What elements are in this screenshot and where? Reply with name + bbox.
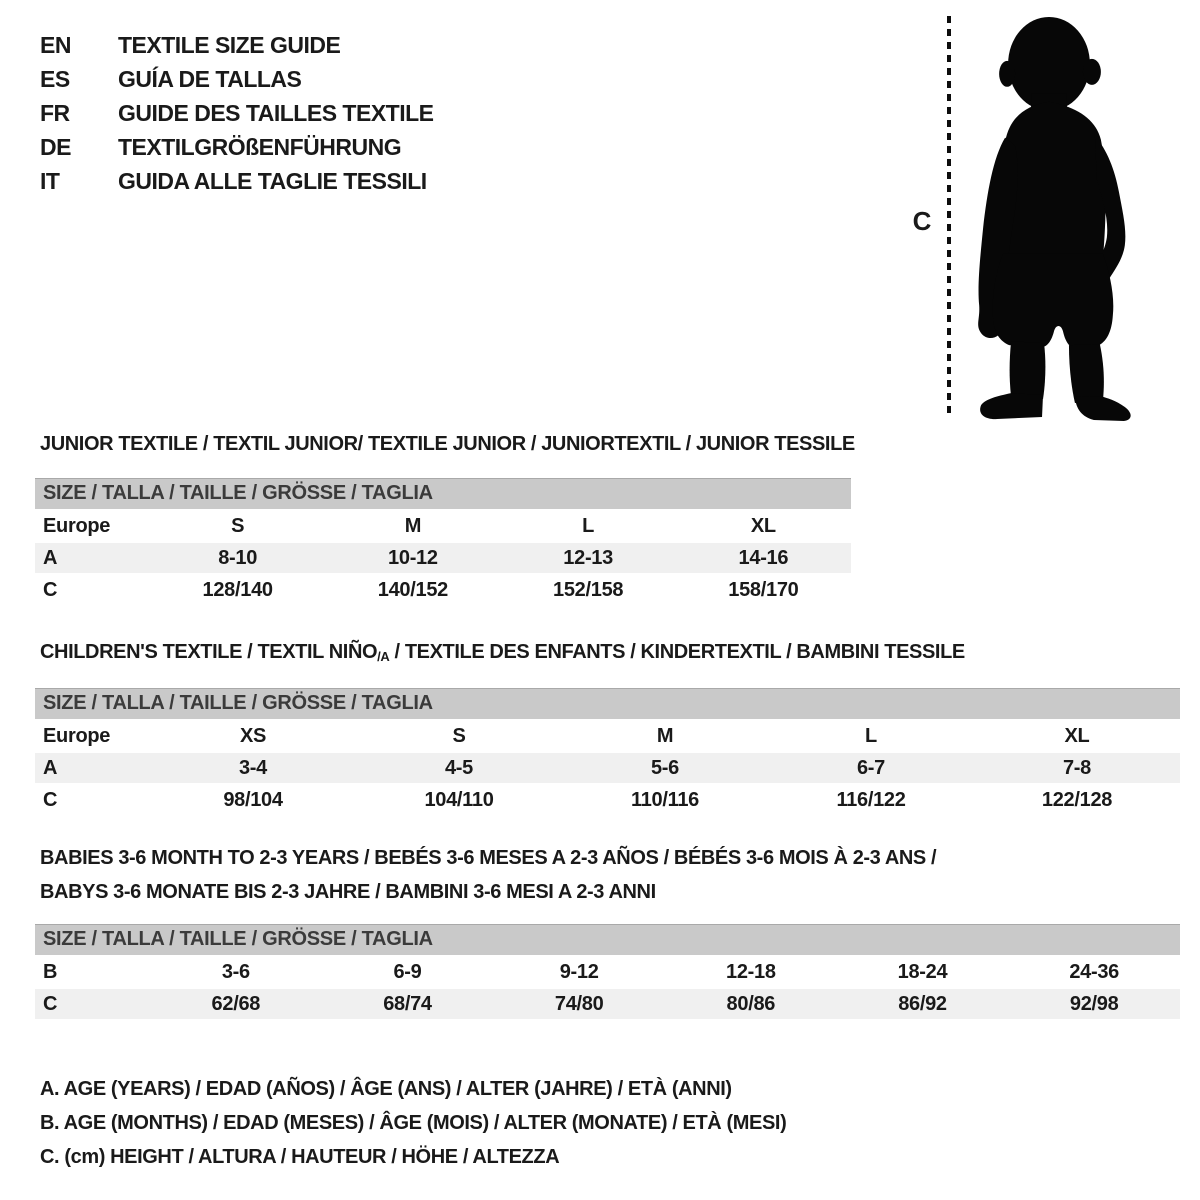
size-cell: 5-6 — [650, 757, 679, 779]
title-text: BABYS 3-6 MONATE BIS 2-3 JAHRE / BAMBINI 3-6 MESI A 2-3 ANNI — [40, 881, 656, 903]
size-cell: 74/80 — [554, 993, 604, 1015]
size-cell: 92/98 — [1069, 993, 1119, 1015]
size-cell: 12-13 — [563, 547, 613, 569]
size-cell: 9-12 — [559, 961, 599, 983]
size-header-band: SIZE / TALLA / TAILLE / GRÖSSE / TAGLIA — [35, 478, 851, 509]
size-cell: 116/122 — [836, 789, 906, 811]
title-text: JUNIOR TEXTILE / TEXTIL JUNIOR/ TEXTILE JUNIOR / JUNIORTEXTIL / JUNIOR TESSILE — [40, 433, 855, 455]
table-row-europe — [35, 721, 1180, 753]
size-cell: 14-16 — [738, 547, 789, 569]
size-cell: M — [656, 725, 674, 747]
table-row-c — [35, 989, 1180, 1021]
row-label: A — [43, 547, 58, 569]
language-row-es — [40, 62, 434, 96]
size-cell: L — [865, 725, 877, 747]
language-title: TEXTILGRÖßENFÜHRUNG — [118, 134, 402, 160]
language-code: IT — [40, 168, 60, 194]
size-cell: 8-10 — [218, 547, 258, 569]
size-cell: 110/116 — [631, 789, 699, 811]
legend-line-b: B. AGE (MONTHS) / EDAD (MESES) / ÂGE (MOIS) / ALTER (MONATE) / ETÀ (MESI) — [40, 1112, 787, 1134]
size-cell: 98/104 — [223, 789, 283, 811]
table-row-c — [35, 785, 1180, 817]
language-row-en — [40, 28, 434, 62]
size-cell: 4-5 — [444, 757, 473, 779]
section-title — [35, 432, 855, 456]
size-cell: 158/170 — [728, 579, 799, 601]
height-measure-label: C — [912, 206, 932, 236]
row-label: C — [43, 789, 58, 811]
section-babies — [35, 846, 1180, 1021]
toddler-silhouette-icon — [956, 8, 1148, 422]
size-cell: 3-6 — [221, 961, 250, 983]
legend-line-a: A. AGE (YEARS) / EDAD (AÑOS) / ÂGE (ANS) / ALTER (JAHRE) / ETÀ (ANNI) — [40, 1078, 732, 1100]
section-children — [35, 640, 1180, 817]
row-label: C — [43, 579, 58, 601]
language-code: DE — [40, 134, 71, 160]
size-cell: M — [404, 515, 422, 537]
size-header-band: SIZE / TALLA / TAILLE / GRÖSSE / TAGLIA — [35, 688, 1180, 719]
size-cell: L — [582, 515, 595, 537]
size-cell: S — [452, 725, 466, 747]
language-header — [40, 28, 434, 198]
size-cell: 6-9 — [393, 961, 422, 983]
language-title: GUÍA DE TALLAS — [118, 66, 302, 92]
size-cell: 10-12 — [388, 547, 438, 569]
size-cell: XL — [750, 515, 776, 537]
title-subscript: /A — [377, 649, 390, 664]
size-cell: 128/140 — [202, 579, 273, 601]
table-row-a — [35, 543, 851, 575]
size-cell: 18-24 — [897, 961, 948, 983]
size-cell: 86/92 — [898, 993, 947, 1015]
size-cell: 68/74 — [383, 993, 432, 1015]
table-row-europe — [35, 511, 851, 543]
language-row-it — [40, 164, 434, 198]
language-title: GUIDE DES TAILLES TEXTILE — [118, 100, 434, 126]
language-code: EN — [40, 32, 71, 58]
size-cell: 24-36 — [1069, 961, 1119, 983]
size-header-band: SIZE / TALLA / TAILLE / GRÖSSE / TAGLIA — [35, 924, 1180, 955]
title-text: BABIES 3-6 MONTH TO 2-3 YEARS / BEBÉS 3-6 MESES A 2-3 AÑOS / BÉBÉS 3-6 MOIS À 2-3 ANS / — [40, 847, 937, 869]
title-text: / TEXTILE DES ENFANTS / KINDERTEXTIL / BAMBINI TESSILE — [389, 641, 965, 663]
language-row-fr — [40, 96, 434, 130]
size-cell: XS — [239, 725, 267, 747]
title-text: CHILDREN'S TEXTILE / TEXTIL NIÑO — [40, 641, 378, 663]
size-cell: 122/128 — [1041, 789, 1113, 811]
size-cell: 3-4 — [238, 757, 267, 779]
language-code: FR — [40, 100, 70, 126]
height-measure-dashed-line — [947, 16, 951, 418]
section-title — [35, 640, 1180, 666]
table-row-a — [35, 753, 1180, 785]
row-label: Europe — [43, 725, 111, 747]
row-label: C — [43, 993, 58, 1015]
legend-line-c: C. (cm) HEIGHT / ALTURA / HAUTEUR / HÖHE / ALTEZZA — [40, 1146, 560, 1168]
size-cell: 104/110 — [424, 789, 494, 811]
size-cell: XL — [1064, 725, 1090, 747]
table-row-b — [35, 957, 1180, 989]
language-title: TEXTILE SIZE GUIDE — [118, 32, 341, 58]
row-label: B — [43, 961, 58, 983]
section-title — [35, 846, 1180, 870]
section-title — [35, 880, 1180, 904]
row-label: A — [43, 757, 58, 779]
legend — [40, 1072, 786, 1174]
language-code: ES — [40, 66, 70, 92]
size-cell: 7-8 — [1062, 757, 1091, 779]
section-junior — [35, 432, 855, 607]
size-cell: 80/86 — [726, 993, 776, 1015]
table-row-c — [35, 575, 851, 607]
row-label: Europe — [43, 515, 111, 537]
size-cell: 62/68 — [211, 993, 261, 1015]
size-cell: 6-7 — [856, 757, 885, 779]
language-title: GUIDA ALLE TAGLIE TESSILI — [118, 168, 427, 194]
size-cell: S — [231, 515, 245, 537]
language-row-de — [40, 130, 434, 164]
size-cell: 140/152 — [377, 579, 448, 601]
size-cell: 152/158 — [553, 579, 624, 601]
size-cell: 12-18 — [726, 961, 776, 983]
